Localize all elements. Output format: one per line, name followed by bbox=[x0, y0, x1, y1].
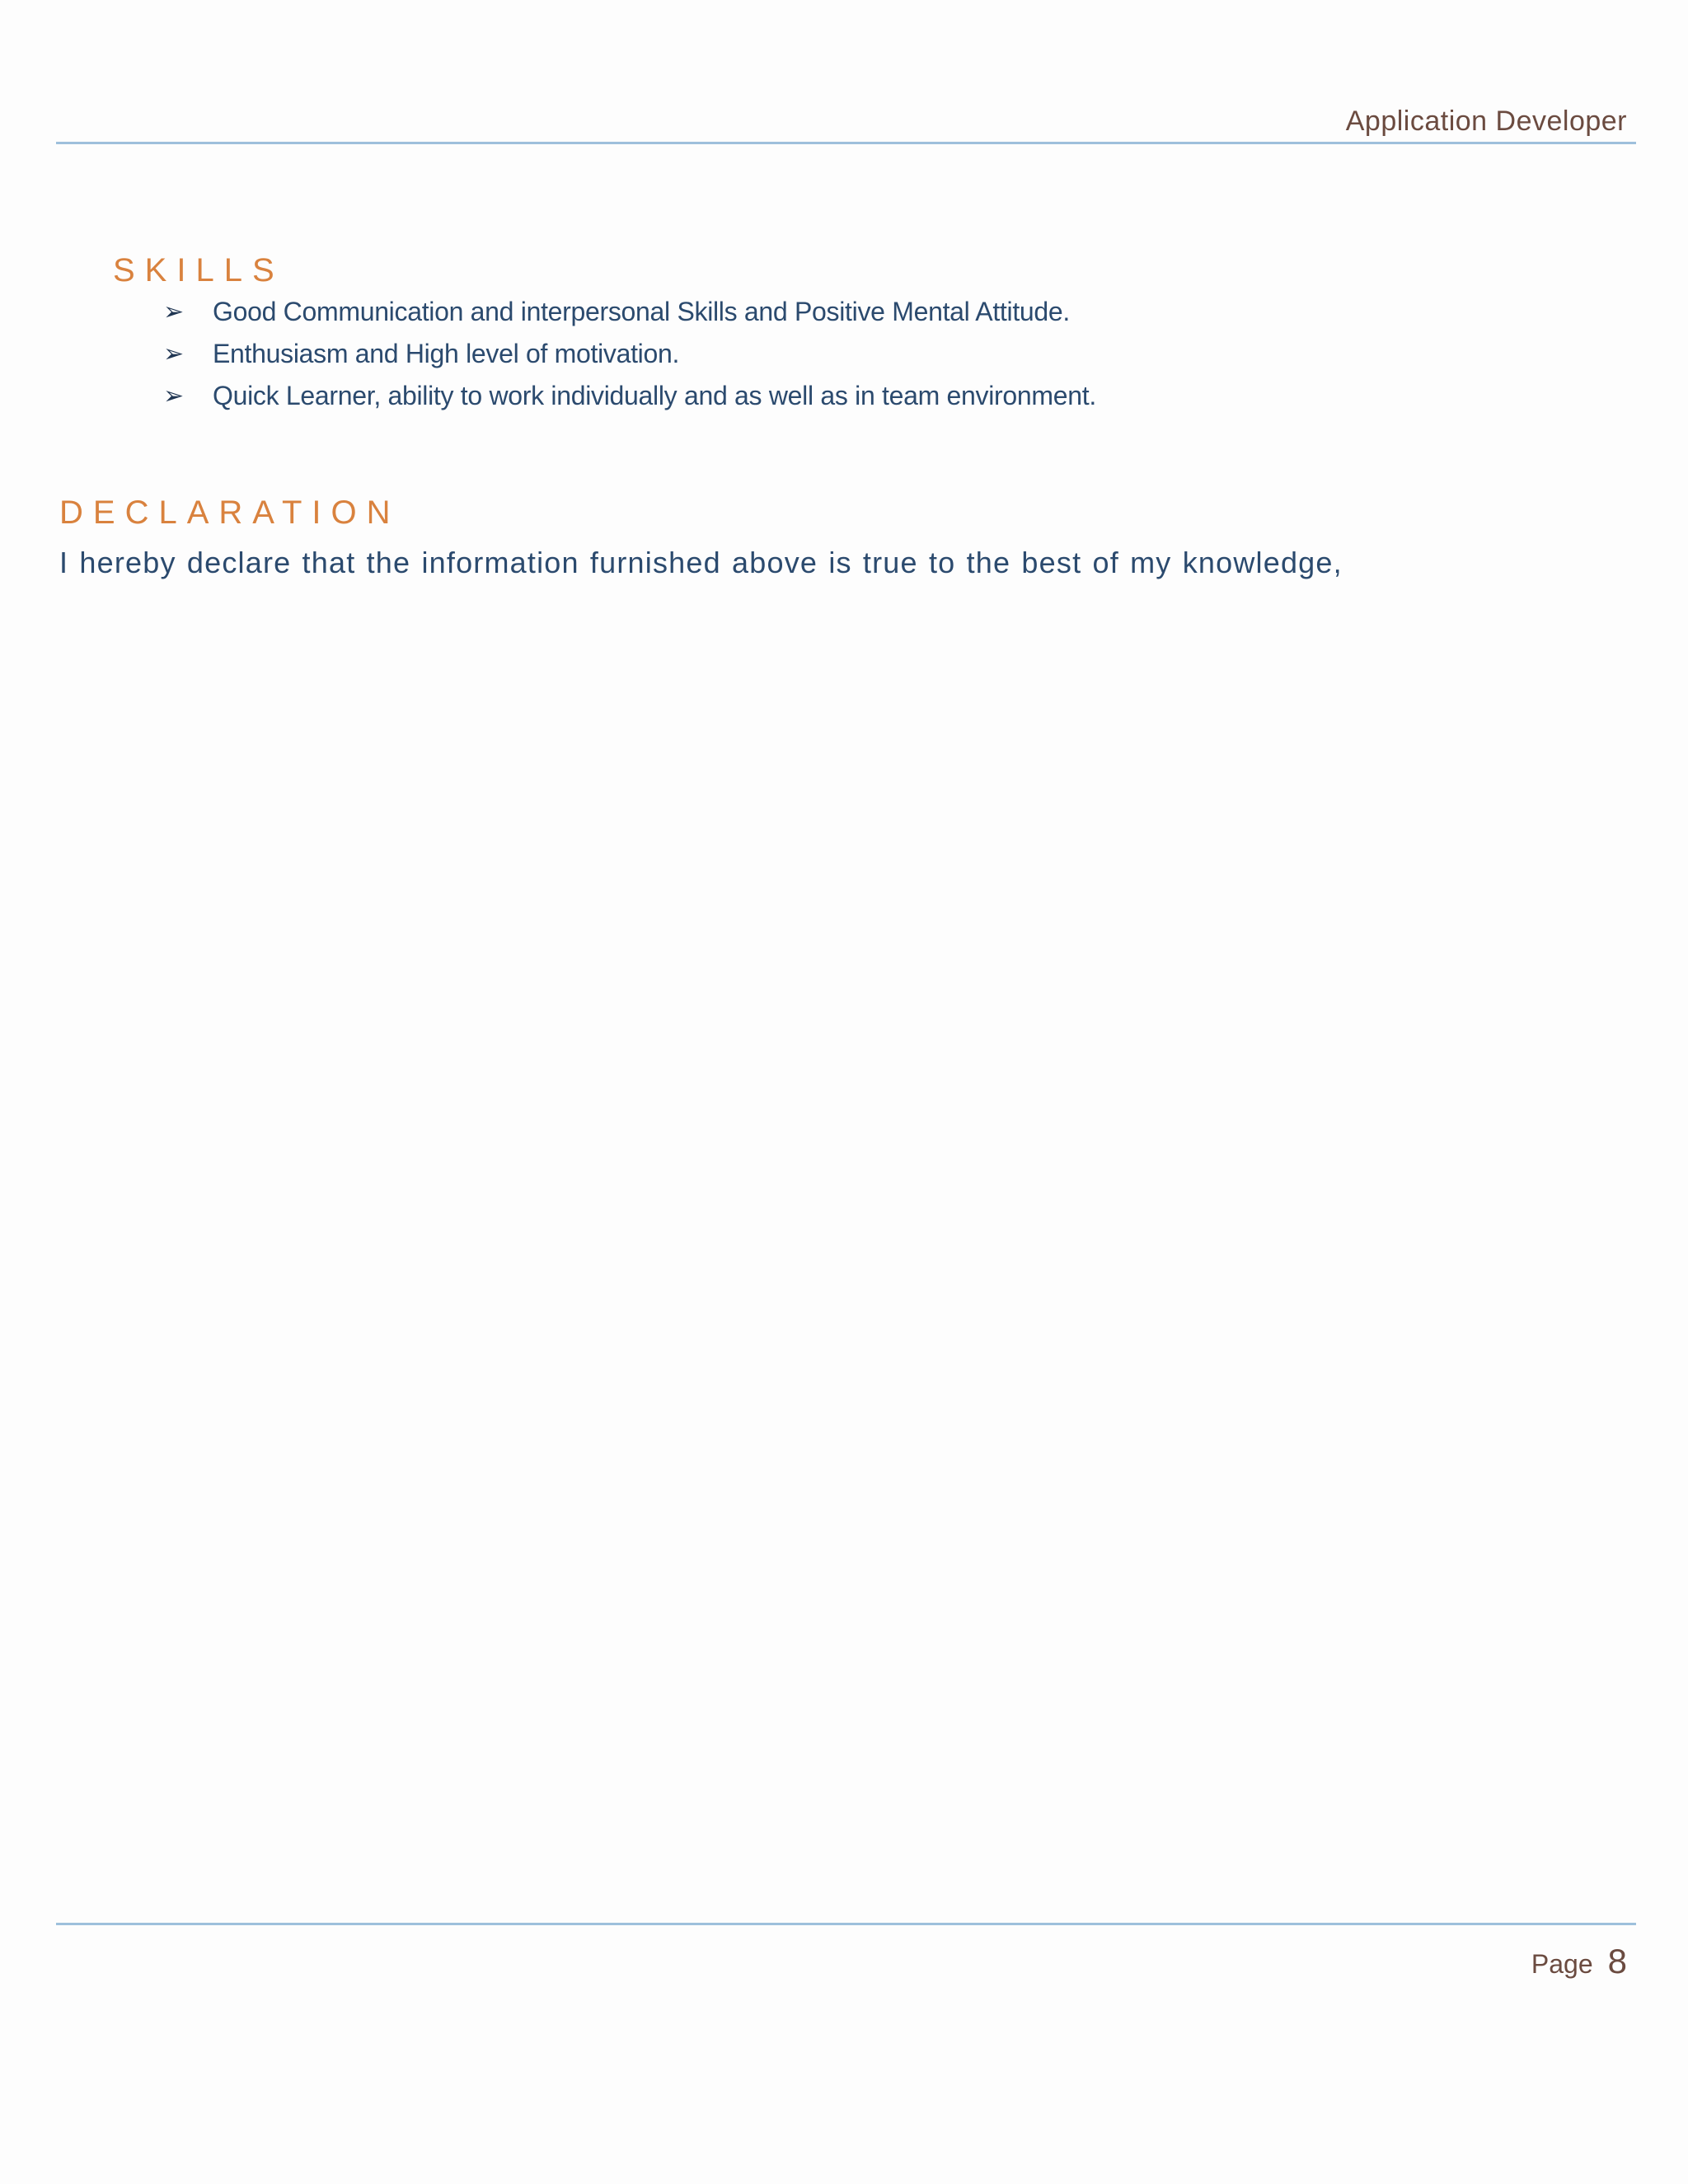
list-item bbox=[163, 375, 1096, 417]
header-title: Application Developer bbox=[1345, 105, 1627, 137]
declaration-heading: DECLARATION bbox=[59, 494, 401, 531]
arrowhead-bullet-icon: ➢ bbox=[163, 340, 185, 368]
arrowhead-bullet-icon: ➢ bbox=[163, 298, 185, 326]
header-divider bbox=[56, 142, 1636, 144]
skill-text: Enthusiasm and High level of motivation. bbox=[213, 339, 680, 368]
arrowhead-bullet-icon: ➢ bbox=[163, 382, 185, 410]
page-number: 8 bbox=[1607, 1942, 1627, 1980]
footer-divider bbox=[56, 1923, 1636, 1925]
skill-text: Quick Learner, ability to work individually and as well as in team environment. bbox=[213, 381, 1096, 410]
skills-heading: SKILLS bbox=[113, 252, 284, 288]
skill-text: Good Communication and interpersonal Skills and Positive Mental Attitude. bbox=[213, 297, 1071, 326]
list-item bbox=[163, 291, 1096, 333]
page-label: Page bbox=[1531, 1949, 1593, 1979]
declaration-text: I hereby declare that the information furnished above is true to the best of my knowledge, bbox=[59, 546, 1343, 579]
page-footer bbox=[1531, 1942, 1627, 1981]
skills-list bbox=[163, 291, 1096, 417]
list-item bbox=[163, 333, 1096, 375]
